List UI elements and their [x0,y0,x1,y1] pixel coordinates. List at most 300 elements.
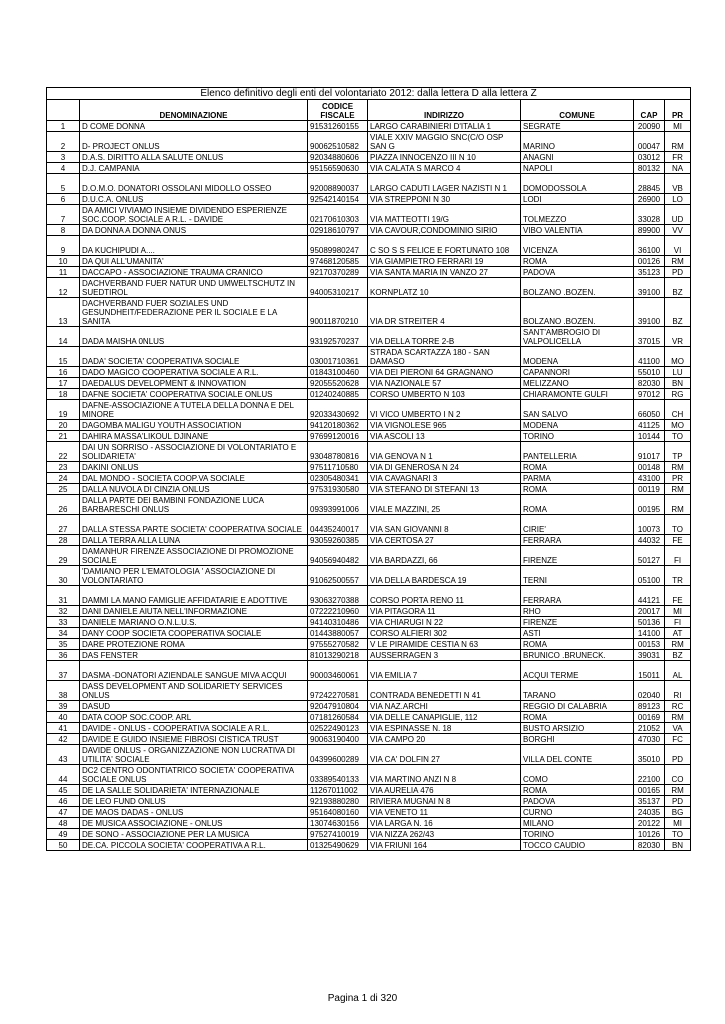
row-cap: 24035 [634,807,665,818]
row-number: 9 [47,236,80,256]
row-pr: TP [665,442,691,462]
row-cap: 50136 [634,617,665,628]
row-indirizzo: VIA FRIUNI 164 [368,840,521,851]
row-comune: TARANO [521,681,634,701]
row-number: 44 [47,765,80,785]
row-pr: RM [665,639,691,650]
row-comune: CHIARAMONTE GULFI [521,389,634,400]
row-indirizzo: VIA EMILIA 7 [368,661,521,681]
table-row [47,639,691,650]
row-codice-fiscale: 97511710580 [308,462,368,473]
row-indirizzo: VIA CERTOSA 27 [368,535,521,546]
table-row [47,132,691,152]
row-number: 33 [47,617,80,628]
row-number: 31 [47,586,80,606]
row-indirizzo: LARGO CADUTI LAGER NAZISTI N 1 [368,174,521,194]
row-comune: MARINO [521,132,634,152]
row-pr: FR [665,152,691,163]
row-denominazione: DANY COOP SOCIETA COOPERATIVA SOCIALE [80,628,308,639]
row-pr: RG [665,389,691,400]
row-indirizzo: VIA DELLE CANAPIGLIE, 112 [368,712,521,723]
row-pr: TO [665,829,691,840]
row-pr: TO [665,431,691,442]
row-cap: 00165 [634,785,665,796]
row-denominazione: D.J. CAMPANIA [80,163,308,174]
row-indirizzo: KORNPLATZ 10 [368,278,521,298]
row-denominazione: DAVIDE E GUIDO INSIEME FIBROSI CISTICA TRUST [80,734,308,745]
row-indirizzo: VIA STREPPONI N 30 [368,194,521,205]
row-codice-fiscale: 03389540133 [308,765,368,785]
row-codice-fiscale: 97555270582 [308,639,368,650]
row-denominazione: DACHVERBAND FUER NATUR UND UMWELTSCHUTZ IN SUEDTIROL [80,278,308,298]
row-comune: ROMA [521,712,634,723]
table-row [47,681,691,701]
row-pr: BG [665,807,691,818]
row-indirizzo: VIA VENETO 11 [368,807,521,818]
row-comune: VIBO VALENTIA [521,225,634,236]
row-comune: LODI [521,194,634,205]
row-denominazione: DAGOMBA MALIGU YOUTH ASSOCIATION [80,420,308,431]
row-indirizzo: VIALE MAZZINI, 25 [368,495,521,515]
row-codice-fiscale: 03001710361 [308,347,368,367]
row-indirizzo: PIAZZA INNOCENZO III N 10 [368,152,521,163]
row-codice-fiscale: 90003460061 [308,661,368,681]
row-denominazione: DADA' SOCIETA' COOPERATIVA SOCIALE [80,347,308,367]
row-number: 40 [47,712,80,723]
row-codice-fiscale: 81013290218 [308,650,368,661]
table-title: Elenco definitivo degli enti del volontariato 2012: dalla lettera D alla lettera Z [47,88,691,100]
row-number: 29 [47,546,80,566]
table-row [47,546,691,566]
row-pr: NA [665,163,691,174]
table-row [47,829,691,840]
row-denominazione: DAMMI LA MANO FAMIGLIE AFFIDATARIE E ADOTTIVE [80,586,308,606]
row-pr: RM [665,484,691,495]
row-codice-fiscale: 07181260584 [308,712,368,723]
row-cap: 44032 [634,535,665,546]
row-cap: 36100 [634,236,665,256]
row-codice-fiscale: 09393991006 [308,495,368,515]
row-codice-fiscale: 92008890037 [308,174,368,194]
row-codice-fiscale: 92034880606 [308,152,368,163]
row-number: 35 [47,639,80,650]
row-codice-fiscale: 92193880280 [308,796,368,807]
row-pr: AL [665,661,691,681]
row-codice-fiscale: 94056940482 [308,546,368,566]
row-comune: ROMA [521,256,634,267]
row-cap: 00169 [634,712,665,723]
header-pr: PR [665,100,691,121]
row-pr: RM [665,132,691,152]
row-indirizzo: CORSO UMBERTO N 103 [368,389,521,400]
table-row [47,473,691,484]
row-comune: SAN SALVO [521,400,634,420]
row-cap: 14100 [634,628,665,639]
row-denominazione: DAS FENSTER [80,650,308,661]
table-row [47,327,691,347]
row-codice-fiscale: 01443880057 [308,628,368,639]
row-pr: RM [665,462,691,473]
row-number: 43 [47,745,80,765]
row-indirizzo: C SO S S FELICE E FORTUNATO 108 [368,236,521,256]
row-indirizzo: VIA MATTEOTTI 19/G [368,205,521,225]
row-codice-fiscale: 93048780816 [308,442,368,462]
row-comune: PADOVA [521,796,634,807]
row-number: 7 [47,205,80,225]
row-comune: FERRARA [521,535,634,546]
row-pr: VR [665,327,691,347]
row-denominazione: DAMANHUR FIRENZE ASSOCIAZIONE DI PROMOZIONE SOCIALE [80,546,308,566]
row-codice-fiscale: 97468120585 [308,256,368,267]
row-cap: 41125 [634,420,665,431]
row-number: 17 [47,378,80,389]
table-row [47,298,691,327]
row-indirizzo: VIA DI GENEROSA N 24 [368,462,521,473]
row-number: 13 [47,298,80,327]
row-codice-fiscale: 94005310217 [308,278,368,298]
row-number: 5 [47,174,80,194]
table-row [47,606,691,617]
table-row [47,484,691,495]
row-comune: BUSTO ARSIZIO [521,723,634,734]
row-denominazione: DAFNE SOCIETA' COOPERATIVA SOCIALE ONLUS [80,389,308,400]
header-codice-fiscale: CODICE FISCALE [308,100,368,121]
row-number: 30 [47,566,80,586]
row-indirizzo: CONTRADA BENEDETTI N 41 [368,681,521,701]
row-cap: 47030 [634,734,665,745]
row-number: 23 [47,462,80,473]
row-number: 6 [47,194,80,205]
row-comune: MILANO [521,818,634,829]
row-pr: PD [665,796,691,807]
table-row [47,278,691,298]
row-indirizzo: VIA DEI PIERONI 64 GRAGNANO [368,367,521,378]
row-pr: RC [665,701,691,712]
row-denominazione: DALLA STESSA PARTE SOCIETA' COOPERATIVA SOCIALE [80,515,308,535]
table-row [47,650,691,661]
row-indirizzo: VIA VIGNOLESE 965 [368,420,521,431]
row-comune: ANAGNI [521,152,634,163]
row-number: 47 [47,807,80,818]
row-number: 20 [47,420,80,431]
table-row [47,495,691,515]
row-number: 45 [47,785,80,796]
row-denominazione: D COME DONNA [80,121,308,132]
row-pr: FI [665,546,691,566]
header-number [47,100,80,121]
table-row [47,400,691,420]
row-denominazione: D- PROJECT ONLUS [80,132,308,152]
table-row [47,723,691,734]
row-denominazione: DAVIDE ONLUS - ORGANIZZAZIONE NON LUCRATIVA DI UTILITA' SOCIALE [80,745,308,765]
row-number: 50 [47,840,80,851]
row-cap: 00153 [634,639,665,650]
row-number: 37 [47,661,80,681]
row-comune: CIRIE' [521,515,634,535]
row-codice-fiscale: 02522490123 [308,723,368,734]
row-indirizzo: VIA DELLA BARDESCA 19 [368,566,521,586]
row-pr: RM [665,256,691,267]
row-comune: ROMA [521,495,634,515]
row-denominazione: D.U.C.A. ONLUS [80,194,308,205]
row-number: 1 [47,121,80,132]
row-codice-fiscale: 92055520628 [308,378,368,389]
row-denominazione: DA QUI ALL'UMANITA' [80,256,308,267]
row-number: 32 [47,606,80,617]
row-pr: LO [665,194,691,205]
row-denominazione: DA KUCHIPUDI A.... [80,236,308,256]
row-pr: MO [665,420,691,431]
table-row [47,347,691,367]
row-comune: REGGIO DI CALABRIA [521,701,634,712]
table-row [47,628,691,639]
row-denominazione: DANI DANIELE AIUTA NELL'INFORMAZIONE [80,606,308,617]
row-comune: CAPANNORI [521,367,634,378]
row-pr: TR [665,566,691,586]
row-number: 36 [47,650,80,661]
row-denominazione: DACHVERBAND FUER SOZIALES UND GESUNDHEIT/FEDERAZIONE PER IL SOCIALE E LA SANITA [80,298,308,327]
row-denominazione: DAEDALUS DEVELOPMENT & INNOVATION [80,378,308,389]
row-indirizzo: LARGO CARABINIERI D'ITALIA 1 [368,121,521,132]
row-codice-fiscale: 04435240017 [308,515,368,535]
row-comune: PARMA [521,473,634,484]
table-row [47,765,691,785]
row-codice-fiscale: 13074630156 [308,818,368,829]
table-row [47,535,691,546]
row-denominazione: DE LEO FUND ONLUS [80,796,308,807]
row-cap: 03012 [634,152,665,163]
table-row [47,785,691,796]
row-cap: 02040 [634,681,665,701]
row-indirizzo: VI VICO UMBERTO I N 2 [368,400,521,420]
row-indirizzo: VIA CHIARUGI N 22 [368,617,521,628]
row-denominazione: DE MUSICA ASSOCIAZIONE - ONLUS [80,818,308,829]
row-pr: VV [665,225,691,236]
row-denominazione: DE MAOS DADAS - ONLUS [80,807,308,818]
row-comune: COMO [521,765,634,785]
row-cap: 10126 [634,829,665,840]
row-comune: BOLZANO .BOZEN. [521,298,634,327]
header-denominazione: DENOMINAZIONE [80,100,308,121]
table-row [47,712,691,723]
table-row [47,121,691,132]
row-indirizzo: AUSSERRAGEN 3 [368,650,521,661]
table-row [47,225,691,236]
row-number: 46 [47,796,80,807]
row-codice-fiscale: 01843100460 [308,367,368,378]
row-cap: 33028 [634,205,665,225]
table-row [47,194,691,205]
row-pr: PD [665,745,691,765]
row-number: 11 [47,267,80,278]
row-number: 4 [47,163,80,174]
row-comune: FIRENZE [521,546,634,566]
row-pr: BN [665,378,691,389]
row-cap: 91017 [634,442,665,462]
row-denominazione: DE.CA. PICCOLA SOCIETA' COOPERATIVA A R.L. [80,840,308,851]
row-cap: 50127 [634,546,665,566]
row-pr: CO [665,765,691,785]
row-comune: FIRENZE [521,617,634,628]
row-pr: RM [665,712,691,723]
row-number: 25 [47,484,80,495]
row-comune: BOLZANO .BOZEN. [521,278,634,298]
row-indirizzo: STRADA SCARTAZZA 180 - SAN DAMASO [368,347,521,367]
row-indirizzo: VIA GIAMPIETRO FERRARI 19 [368,256,521,267]
row-codice-fiscale: 01240240885 [308,389,368,400]
row-denominazione: DASS DEVELOPMENT AND SOLIDARIETY SERVICES ONLUS [80,681,308,701]
row-cap: 82030 [634,378,665,389]
row-cap: 41100 [634,347,665,367]
row-indirizzo: VIA ESPINASSE N. 18 [368,723,521,734]
row-codice-fiscale: 92170370289 [308,267,368,278]
row-pr: FE [665,586,691,606]
row-indirizzo: VIA LARGA N. 16 [368,818,521,829]
row-codice-fiscale: 95156590630 [308,163,368,174]
row-number: 14 [47,327,80,347]
row-indirizzo: VIA MARTINO ANZI N 8 [368,765,521,785]
row-number: 24 [47,473,80,484]
row-cap: 20090 [634,121,665,132]
row-indirizzo: VIA BARDAZZI, 66 [368,546,521,566]
row-codice-fiscale: 97699120016 [308,431,368,442]
row-comune: VICENZA [521,236,634,256]
row-codice-fiscale: 94140310486 [308,617,368,628]
row-comune: CURNO [521,807,634,818]
row-codice-fiscale: 90063190400 [308,734,368,745]
row-number: 12 [47,278,80,298]
row-comune: TORINO [521,829,634,840]
row-denominazione: DATA COOP SOC.COOP. ARL [80,712,308,723]
row-codice-fiscale: 07222210960 [308,606,368,617]
row-pr: PD [665,267,691,278]
row-codice-fiscale: 93192570237 [308,327,368,347]
table-row [47,378,691,389]
entities-table [46,87,691,851]
row-number: 3 [47,152,80,163]
row-codice-fiscale: 92542140154 [308,194,368,205]
row-denominazione: DE LA SALLE SOLIDARIETA' INTERNAZIONALE [80,785,308,796]
row-denominazione: D.A.S. DIRITTO ALLA SALUTE ONLUS [80,152,308,163]
row-cap: 15011 [634,661,665,681]
row-cap: 26900 [634,194,665,205]
row-number: 26 [47,495,80,515]
row-codice-fiscale: 97531930580 [308,484,368,495]
row-indirizzo: VIALE XXIV MAGGIO SNC(C/O OSP SAN G [368,132,521,152]
table-row [47,661,691,681]
row-comune: MODENA [521,420,634,431]
row-codice-fiscale: 04399600289 [308,745,368,765]
row-cap: 22100 [634,765,665,785]
row-comune: DOMODOSSOLA [521,174,634,194]
row-cap: 35137 [634,796,665,807]
row-codice-fiscale: 02170610303 [308,205,368,225]
row-cap: 35010 [634,745,665,765]
row-codice-fiscale: 97242270581 [308,681,368,701]
row-number: 41 [47,723,80,734]
row-codice-fiscale: 11267011002 [308,785,368,796]
row-number: 38 [47,681,80,701]
row-number: 28 [47,535,80,546]
row-indirizzo: V LE PIRAMIDE CESTIA N 63 [368,639,521,650]
row-pr: PR [665,473,691,484]
row-cap: 20122 [634,818,665,829]
table-row [47,174,691,194]
row-comune: ROMA [521,785,634,796]
row-comune: FERRARA [521,586,634,606]
table-row [47,807,691,818]
row-pr: MI [665,606,691,617]
row-pr: TO [665,515,691,535]
row-denominazione: DADA MAISHA 0NLUS [80,327,308,347]
row-comune: BRUNICO .BRUNECK. [521,650,634,661]
row-number: 34 [47,628,80,639]
row-pr: FI [665,617,691,628]
row-denominazione: DASUD [80,701,308,712]
row-comune: MELIZZANO [521,378,634,389]
row-number: 16 [47,367,80,378]
row-indirizzo: CORSO PORTA RENO 11 [368,586,521,606]
row-denominazione: DAI UN SORRISO - ASSOCIAZIONE DI VOLONTARIATO E SOLIDARIETA' [80,442,308,462]
row-number: 21 [47,431,80,442]
row-cap: 82030 [634,840,665,851]
row-indirizzo: VIA CA' DOLFIN 27 [368,745,521,765]
row-denominazione: DASMA -DONATORI AZIENDALE SANGUE MIVA ACQUI [80,661,308,681]
row-comune: RHO [521,606,634,617]
row-pr: RI [665,681,691,701]
row-comune: SANT'AMBROGIO DI VALPOLICELLA [521,327,634,347]
row-comune: ROMA [521,462,634,473]
table-row [47,617,691,628]
row-denominazione: DADO MAGICO COOPERATIVA SOCIALE A R.L. [80,367,308,378]
table-row [47,840,691,851]
row-cap: 10073 [634,515,665,535]
header-comune: COMUNE [521,100,634,121]
row-comune: BORGHI [521,734,634,745]
row-cap: 20017 [634,606,665,617]
row-indirizzo: VIA ASCOLI 13 [368,431,521,442]
row-indirizzo: VIA SANTA MARIA IN VANZO 27 [368,267,521,278]
row-cap: 00047 [634,132,665,152]
table-row [47,367,691,378]
row-codice-fiscale: 90062510582 [308,132,368,152]
row-comune: ACQUI TERME [521,661,634,681]
row-pr: RM [665,785,691,796]
row-number: 27 [47,515,80,535]
row-codice-fiscale: 92033430692 [308,400,368,420]
row-cap: 00126 [634,256,665,267]
row-number: 8 [47,225,80,236]
row-pr: RM [665,495,691,515]
row-number: 22 [47,442,80,462]
row-indirizzo: CORSO ALFIERI 302 [368,628,521,639]
row-number: 10 [47,256,80,267]
row-denominazione: DACCAPO - ASSOCIAZIONE TRAUMA CRANICO [80,267,308,278]
row-pr: CH [665,400,691,420]
table-row [47,267,691,278]
table-row [47,205,691,225]
row-indirizzo: VIA CAVOUR,CONDOMINIO SIRIO [368,225,521,236]
row-pr: VA [665,723,691,734]
row-comune: TORINO [521,431,634,442]
table-row [47,462,691,473]
table-row [47,745,691,765]
row-codice-fiscale: 91062500557 [308,566,368,586]
row-indirizzo: VIA CALATA S MARCO 4 [368,163,521,174]
table-row [47,515,691,535]
row-pr: MO [665,347,691,367]
row-pr: VB [665,174,691,194]
